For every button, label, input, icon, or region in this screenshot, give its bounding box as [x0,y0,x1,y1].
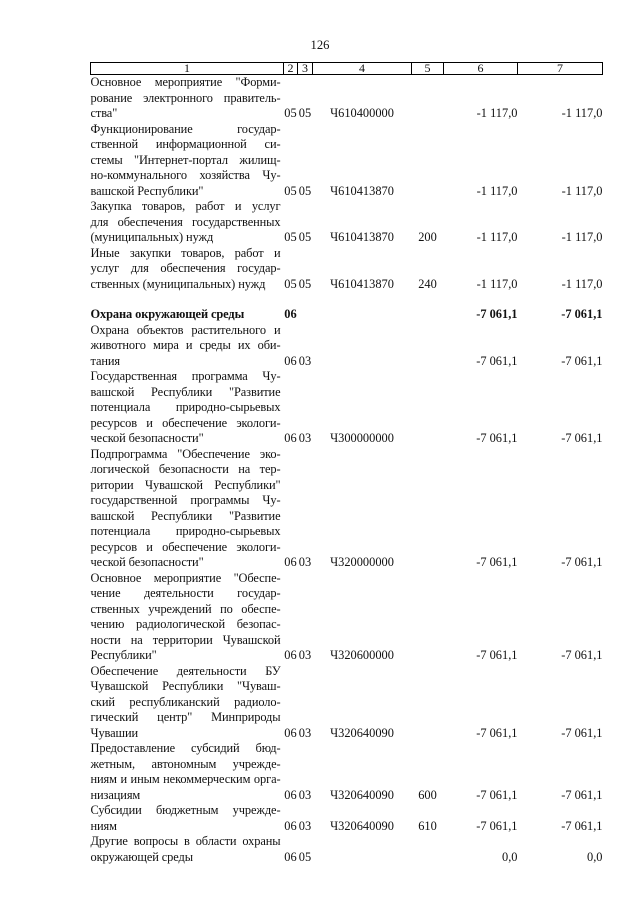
table-row [91,122,603,200]
amount-year-2: -7 061,1 [561,307,603,321]
description-line: потенциала природно-сырьевых [90,524,281,538]
expense-type-code: 600 [418,787,437,802]
header-col-6: 6 [444,63,518,75]
subsection-code: 03 [298,353,312,368]
description-line: чение деятельности государ- [90,586,281,600]
target-article-code: Ч610400000 [330,106,394,120]
description-line: Республики" [90,648,157,662]
spacer-row [91,292,603,307]
amount-year-1: -7 061,1 [476,818,518,833]
description-line: ственных (муниципальных) нужд [90,276,266,291]
page-number: 126 [310,38,330,52]
table-row [91,75,603,122]
table-row [91,199,603,246]
expense-type-code [412,571,444,664]
description-line: Иные закупки товаров, работ и [90,245,281,260]
target-article-code: Ч320000000 [330,555,394,569]
description-line: чению радиологической безопас- [90,617,281,631]
target-article-code [313,834,412,865]
row-description [91,246,284,293]
table-row [91,834,603,865]
budget-table [90,62,602,865]
row-description [91,741,284,803]
amount-year-1: -1 117,0 [476,106,518,120]
row-description [91,323,284,370]
description-line: ский республиканский радиоло- [90,694,281,709]
target-article-code: Ч300000000 [330,431,394,445]
target-article-code: Ч610413870 [330,183,394,198]
row-description [91,803,284,834]
row-description [91,834,284,865]
amount-year-2: -7 061,1 [561,431,603,445]
description-line: государственной программы Чу- [90,493,281,507]
table-row [91,741,603,803]
table-row [91,447,603,571]
description-line: Субсидии бюджетным учрежде- [90,803,281,817]
table-row [91,571,603,664]
section-code: 06 [284,849,297,864]
description-line: для обеспечения государственных [90,214,281,229]
description-line: окружающей среды [90,849,193,864]
subsection-code: 03 [298,648,312,662]
description-line: стемы "Интернет-портал жилищ- [90,152,281,167]
description-line: ственной информационной си- [90,137,281,151]
section-code: 06 [284,818,297,833]
description-line: животного мира и среды их оби- [90,338,281,352]
header-col-3: 3 [298,63,313,75]
target-article-code: Ч610413870 [330,230,394,244]
expense-type-code: 610 [418,818,437,833]
amount-year-1: -1 117,0 [476,183,518,198]
amount-year-1: -1 117,0 [476,230,518,244]
expense-type-code: 200 [418,230,437,244]
table-row [91,246,603,293]
subsection-code: 05 [298,230,312,244]
amount-year-1: -7 061,1 [476,555,518,569]
header-col-4: 4 [313,63,412,75]
description-line: вашской Республики "Развитие [90,384,281,399]
section-code: 06 [284,431,297,445]
target-article-code: Ч320640090 [330,818,394,833]
description-line: Основное мероприятие "Обеспе- [90,570,281,585]
section-code: 06 [284,787,297,802]
subsection-code [298,307,313,323]
amount-year-1: -7 061,1 [476,431,518,445]
header-col-1: 1 [91,63,284,75]
subsection-code: 03 [298,818,312,833]
section-code: 05 [284,106,297,120]
subsection-code: 03 [298,431,312,445]
description-line: ниям и иным некоммерческим орга- [90,772,281,786]
subsection-code: 03 [298,787,312,802]
table-row [91,664,603,742]
amount-year-2: -7 061,1 [561,648,603,662]
expense-type-code: 240 [418,276,437,291]
expense-type-code [412,122,444,200]
header-col-7: 7 [518,63,603,75]
description-line: ресурсов и обеспечение экологи- [90,539,281,554]
amount-year-1: -7 061,1 [476,787,518,802]
subsection-code: 03 [298,725,312,740]
amount-year-1: -1 117,0 [476,276,518,291]
amount-year-2: -1 117,0 [561,276,603,291]
description-line: Государственная программа Чу- [90,369,281,383]
target-article-code: Ч320600000 [330,648,394,662]
table-row [91,369,603,447]
description-line: Основное мероприятие "Форми- [90,75,281,89]
row-description [91,369,284,447]
amount-year-2: 0,0 [587,849,603,864]
section-code: 05 [284,276,297,291]
table-row [91,803,603,834]
table-row [91,307,603,323]
row-description [91,199,284,246]
description-line: ства" [90,106,118,120]
table-row [91,323,603,370]
row-description [91,571,284,664]
description-line: Подпрограмма "Обеспечение эко- [90,446,281,461]
amount-year-2: -1 117,0 [561,183,603,198]
expense-type-code [412,75,444,122]
amount-year-1: -7 061,1 [476,307,518,321]
amount-year-2: -7 061,1 [561,555,603,569]
description-line: Чувашии [90,725,139,740]
description-line: Охрана объектов растительного и [90,322,281,337]
description-line: тания [90,353,121,368]
amount-year-2: -7 061,1 [561,353,603,368]
subsection-code: 03 [298,555,312,569]
description-line: ности на территории Чувашской [90,632,281,647]
description-line: (муниципальных) нужд [90,230,214,244]
description-line: ческой безопасности" [90,431,204,445]
description-line: ческой безопасности" [90,555,204,569]
description-line: ственных учреждений по обеспе- [90,601,281,616]
description-line: вашской Республики" [90,183,204,198]
description-line: Предоставление субсидий бюд- [90,741,281,755]
description-line: потенциала природно-сырьевых [90,400,281,414]
amount-year-2: -1 117,0 [561,230,603,244]
header-col-5: 5 [412,63,444,75]
description-line: ритории Чувашской Республики" [90,477,281,492]
subsection-code: 05 [298,849,312,864]
target-article-code: Ч320640090 [330,787,394,802]
description-line: логической безопасности на тер- [90,462,281,476]
table-header-row [91,63,603,75]
description-line: Охрана окружающей среды [90,307,245,321]
section-code: 05 [284,230,297,244]
expense-type-code [412,834,444,865]
row-description [91,447,284,571]
target-article-code [313,323,412,370]
description-line: услуг для обеспечения государ- [90,261,281,275]
row-description [91,664,284,742]
amount-year-2: -7 061,1 [561,818,603,833]
spacer-cell [91,292,603,307]
row-description [91,122,284,200]
amount-year-2: -7 061,1 [561,787,603,802]
header-col-2: 2 [284,63,298,75]
description-line: Чувашской Республики "Чуваш- [90,679,281,693]
section-code: 05 [284,183,297,198]
amount-year-2: -1 117,0 [561,106,603,120]
description-line: ниям [90,818,117,833]
section-code: 06 [284,555,297,569]
table-body [91,75,603,866]
description-line: гический центр" Минприроды [90,710,281,724]
amount-year-2: -7 061,1 [561,725,603,740]
target-article-code [313,307,412,323]
description-line: низациям [90,787,141,802]
description-line: вашской Республики "Развитие [90,508,281,523]
target-article-code: Ч320640090 [330,725,394,740]
description-line: Функционирование государ- [90,121,281,136]
row-description [91,75,284,122]
section-code: 06 [284,725,297,740]
amount-year-1: -7 061,1 [476,353,518,368]
expense-type-code [412,664,444,742]
target-article-code: Ч610413870 [330,276,394,291]
description-line: но-коммунального хозяйства Чу- [90,168,281,182]
subsection-code: 05 [298,183,312,198]
section-code: 06 [284,648,297,662]
description-line: жетным, автономным учрежде- [90,756,281,771]
section-code: 06 [284,307,297,321]
amount-year-1: -7 061,1 [476,725,518,740]
expense-type-code [412,307,444,323]
subsection-code: 05 [298,276,312,291]
description-line: Закупка товаров, работ и услуг [90,199,281,213]
description-line: ресурсов и обеспечение экологи- [90,415,281,430]
row-description [91,307,284,323]
amount-year-1: -7 061,1 [476,648,518,662]
section-code: 06 [284,353,297,368]
description-line: Обеспечение деятельности БУ [90,663,281,678]
expense-type-code [412,323,444,370]
expense-type-code [412,447,444,571]
expense-type-code [412,369,444,447]
description-line: рование электронного правитель- [90,90,281,105]
amount-year-1: 0,0 [502,849,518,864]
description-line: Другие вопросы в области охраны [90,834,281,848]
subsection-code: 05 [298,106,312,120]
